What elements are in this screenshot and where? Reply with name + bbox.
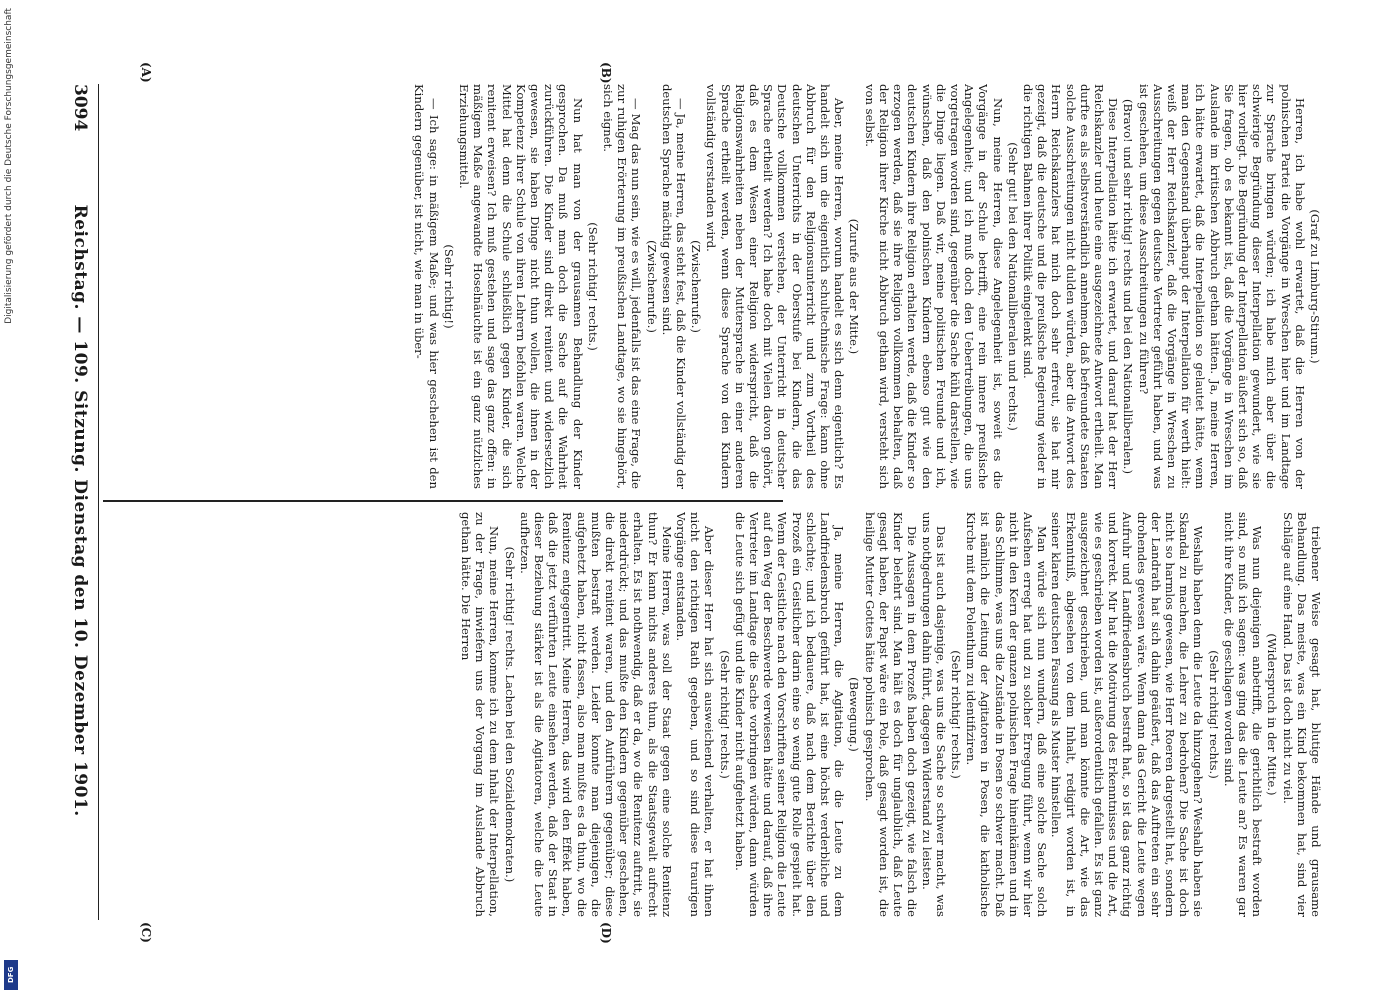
paragraph: Diese Interpellation hätte ich erwartet, und darauf hat der Herr Reichskanzler und heute eine ausgezeichnete Antwort ertheilt. Man durfte es als selbstverständlich annehmen, daß befreundete Staaten solche Ausschreitungen nicht dulden würden, aber die Antwort des Herrn Reichskanzlers hat mich doch sehr erfreut, sie hat mir gezeigt, daß die deutsche und die preußische Regierung wieder in die richtigen Bahnen ihrer Politik eingelenkt sind. — [1020, 84, 1121, 489]
paragraph: Aber dieser Herr hat sich ausweichend verhalten, er hat ihnen nicht den richtigen Rath gegeben, und so sind diese traurigen Vorgänge entstanden. — [674, 512, 717, 917]
interjection: (Sehr richtig! rechts.) — [585, 222, 600, 351]
interjection: (Widerspruch in der Mitte.) — [1265, 633, 1280, 796]
right-column — [108, 512, 1323, 917]
paragraph: Das ist auch dasjenige, was uns die Sache so schwer macht, was uns nothgedrungen dahin führt, dagegen Widerstand zu leisten. — [919, 512, 948, 917]
paragraph: Nun hat man von der grausamen Behandlung der Kinder gesprochen. Da muß man doch die Sache auf die Wahrheit zurückführen. Die Kinder sind direkt renitent und widersetzlich gewesen, sie haben Dinge nicht thun wollen, die ihnen in der Kompetenz ihrer Schule von ihren Lehrern befohlen waren. Welche Mittel hat denn die Schule schließlich gegen Kinder, die sich renitent erweisen? Ich muß gestehen und sage das ganz offen: in mäßigem Maße angewandte Hoselnäuchte ist ein ganz nützliches Erziehungsmittel. — [457, 84, 585, 489]
margin-letter-c: (C) — [139, 922, 153, 943]
paragraph: Nun, meine Herren, komme ich zu dem Inhalt der Interpellation, zu der Frage, inwiefern uns der Vorgang im Auslande Abbruch gethan hätte. Die Herren — [459, 512, 502, 917]
interjection: (Zurufe aus der Mitte.) — [847, 218, 862, 355]
paragraph: Die Aussagen in dem Prozeß haben doch gezeigt, wie falsch die Kinder belehrt sind. Man hält es doch für unglaublich, daß Leute gesagt haben, der Papst wäre ein Pole, daß gesagt worden ist, die heilige Mutter Gottes hätte polnisch gesprochen. — [862, 512, 920, 917]
paragraph: Nun, meine Herren, diese Angelegenheit ist, soweit es die Vorgänge in der Schule betrifft, eine rein innere preußische Angelegenheit; und ich muß doch den Uebertreibungen, die uns vorgetragen worden sind, gegenüber die Sache kühl darstellen, wie die Dinge liegen. Daß wir, meine politischen Freunde und ich, wünschen, daß den polnischen Kindern ebenso gut wie den deutschen Kindern ihre Religion erhalten werde, daß die Kinder so erzogen werden, daß sie ihre Religion vollkommen behalten, daß der Religion ihrer Kirche nicht Abbruch gethan wird, versteht sich von selbst. — [862, 84, 1005, 489]
digitization-note — [4, 8, 20, 998]
left-column — [108, 84, 1323, 489]
interjection: (Sehr richtig! rechts.) — [948, 650, 963, 779]
page-header — [67, 84, 93, 920]
margin-letter-d: (D) — [599, 922, 613, 944]
interjection: (Sehr richtig!) — [441, 244, 456, 329]
paragraph: Was nun diejenigen anbetrifft, die gerichtlich bestraft worden sind, so muß ich sagen: was ging das die Leute an? Es waren gar nicht ihre Kinder, die geschlagen worden sind. — [1221, 512, 1265, 917]
paragraph: Man würde sich nun wundern, daß eine solche Sache solch Aufsehen erregt hat und zu solcher Erregung führt, wenn wir hier nicht in den Kern der ganzen polnischen Frage hineinkämen und in das Schlimme, was uns die Zustände in Posen so schwer macht. Daß ist nämlich die Leitung der Agitatoren in Posen, die katholische Kirche mit dem Polenthum zu identifiziren. — [964, 512, 1050, 917]
speaker-name: (Graf zu Limburg-Stirum.) — [1308, 209, 1322, 364]
margin-letter-b: (B) — [599, 62, 613, 84]
paragraph: Herren, ich habe wohl erwartet, daß die Herren von der polnischen Partei die Vorgänge in Wreschen hier und im Landtage zur Sprache bringen würden; ich habe mich aber über die schwierige Begründung dieser Interpellation gewundert, wie sie hier vorliegt. Die Begründung der Interpellation äußert sich so, daß Sie fragen, ob es bekannt ist, daß die Vorgänge in Wreschen im Auslande im kritischen Abbruch gethan hätten. Ja, meine Herren, ich hätte erwartet, daß die Interpellation so gelautet hätte, wenn man den Gegenstand überhaupt der Interpellation für werth hielt: weiß der Herr Reichskanzler, daß die Vorgänge in Wreschen zu Ausschreitungen gegen deutsche Vertreter geführt haben, und was ist geschehen, um diese Ausschreitungen zu führen? — [1136, 84, 1307, 489]
interjection: (Sehr richtig! rechts. Lachen bei den Sozialdemokraten.) — [502, 546, 517, 883]
interjection: (Sehr gut! bei den Nationalliberalen und rechts.) — [1005, 142, 1020, 431]
interjection: (Zwischenrufe.) — [689, 240, 704, 333]
paragraph: — Ja, meine Herren, das steht fest, daß die Kinder vollständig der deutschen Sprache mächtig gewesen sind. — [659, 84, 689, 489]
column-rule — [103, 500, 783, 502]
interjection: (Bewegung.) — [847, 677, 862, 752]
paragraph: Ja, meine Herren, die Agitation, die die Leute zu dem Landfriedensbruch geführt hat, ist eine höchst verderbliche und schlechte; und ich bedauere, daß nach dem Berichte über den Prozeß ein Geistlicher darin eine so wenig gute Rolle gespielt hat. Wenn der Geistliche nach den Vorschriften seiner Religion die Leute auf den Weg der Beschwerde verwiesen hätte und darauf, daß ihre Vertreter im Landtage die Sache vorbringen würden, dann würden die Leute sich gefügt und die Kinder nicht aufgehetzt haben. — [732, 512, 847, 917]
page-title: Reichstag. — 109. Sitzung. Dienstag den 10. Dezember 1901. — [70, 204, 90, 817]
digitization-note-text: Digitalisierung gefördert durch die Deutsche Forschungsgemeinschaft — [4, 8, 14, 324]
header-rule — [98, 84, 99, 920]
paragraph: Meine Herren, was soll der Staat gegen eine solche Renitenz thun? Er kann nichts anderes thun, als die Staatsgewalt aufrecht erhalten. Es ist nothwendig, daß er da, wo die Renitenz auftritt, sie niederdrückt; und das mußte den Kindern gegenüber geschehen, die direkt renitent waren, und den Aufrührern gegenüber; diese mußten bestraft werden. Leider konnte man diejenigen, die aufgehetzt haben, nicht fassen, also man mußte es da thun, wo die Renitenz entgegentritt. Meine Herren, das wird den Effekt haben, daß die jetzt verführten Leute einsehen werden, daß der Staat in dieser Beziehung stärker ist als die Agitatoren, welche die Leute aufhetzen. — [517, 512, 674, 917]
paragraph: triebener Weise gesagt hat, blutige Hände und grausame Behandlung. Das meiste, was ein Kind bekommen hat, sind vier Schläge auf eine Hand. Das ist doch nicht zu viel. — [1280, 512, 1323, 917]
paragraph: Aber, meine Herren, worum handelt es sich denn eigentlich? Es handelt sich um die eigentlich schultechnische Frage: kann ohne Abbruch für den Religionsunterricht und zum Vortheil des deutschen Unterrichts in der Oberstufe bei Kindern, die das Deutsche vollkommen verstehen, der Unterricht in deutscher Sprache ertheilt werden? Ich habe doch mit Vielen davon gehört, daß es dem Wesen einer Religion widerspricht, daß die Religionswahrheiten neben der Muttersprache in einer anderen Sprache ertheilt werden, wenn diese Sprache von den Kindern vollständig verstanden wird. — [704, 84, 847, 489]
paragraph: Weshalb haben denn die Leute da hinzugehen? Weshalb haben sie Skandal zu machen, die Lehrer zu bedrohen? Die Sache ist doch nicht so harmlos gewesen, wie Herr Roeren dargestellt hat, sondern der Landrath hat sich dahin geäußert, daß das Auftreten ein sehr drohendes gewesen wäre. Wenn dann das Gericht die Leute wegen Aufruhr und Landfriedensbruch bestraft hat, so ist das ganz richtig und korrekt. Mir hat die Motivirung des Erkenntnisses und die Art, wie es geschrieben worden ist, außerordentlich gefallen. Es ist ganz ausgezeichnet geschrieben, und man könnte die Art, wie das Erkenntniß, abgesehen von dem Inhalt, redigirt worden ist, in seiner klaren deutschen Fassung als Muster hinstellen. — [1049, 512, 1206, 917]
interjection: (Sehr richtig! rechts.) — [717, 650, 732, 779]
paragraph: — Ich sage: in mäßigem Maße; und was hier geschehen ist den Kindern gegenüber, ist nicht, wie man in über- — [412, 84, 441, 489]
margin-letter-a: (A) — [139, 62, 153, 83]
dfg-logo: DFG — [4, 960, 18, 990]
interjection: (Sehr richtig! rechts.) — [1206, 650, 1221, 779]
interjection: (Zwischenrufe.) — [644, 240, 659, 333]
page-number: 3094 — [70, 84, 90, 132]
interjection: (Bravo! und sehr richtig! rechts und bei den Nationalliberalen.) — [1121, 99, 1136, 474]
paragraph: — Mag das nun sein, wie es will, jedenfalls ist das eine Frage, die zur ruhigen Erörterung im preußischen Landtage, wo sie hingehört, sich eignet. — [601, 84, 644, 489]
